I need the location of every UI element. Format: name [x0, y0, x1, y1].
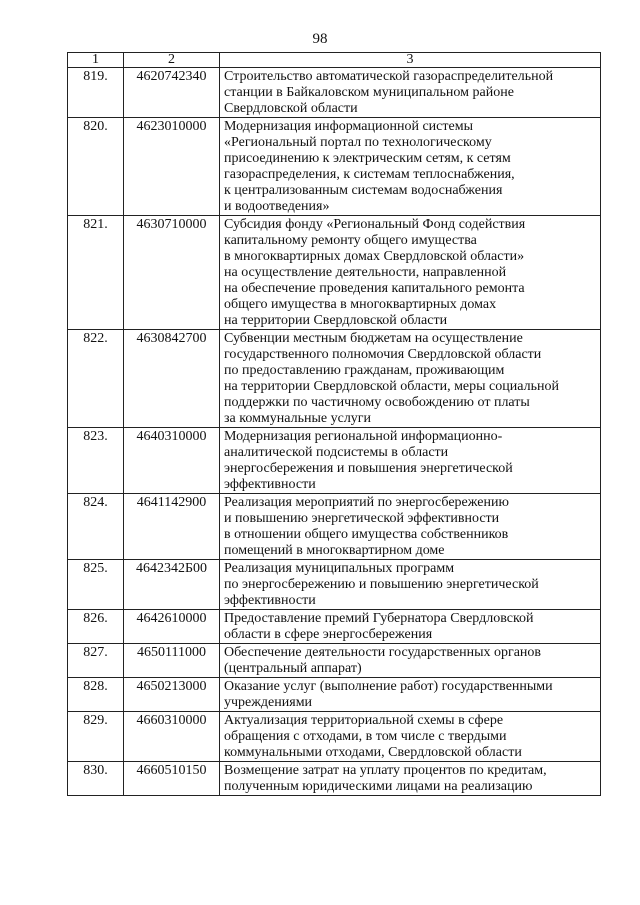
table-row: [68, 678, 601, 712]
row-number: 820.: [68, 118, 124, 216]
table-row: [68, 494, 601, 560]
row-description: Модернизация региональной информационно- аналитической подсистемы в области энергосбережения и повышения энергетической эффективности: [220, 428, 601, 494]
row-description: Оказание услуг (выполнение работ) государственными учреждениями: [220, 678, 601, 712]
table-row: [68, 644, 601, 678]
row-description: Модернизация информационной системы «Региональный портал по технологическому присоединению к электрическим сетям, к сетям газораспределения, к системам теплоснабжения, к централизованным системам водоснабжения и водоотведения»: [220, 118, 601, 216]
row-description: Возмещение затрат на уплату процентов по кредитам, полученным юридическими лицами на реализацию: [220, 762, 601, 796]
row-code: 4642342Б00: [124, 560, 220, 610]
row-description: Реализация муниципальных программ по энергосбережению и повышению энергетической эффективности: [220, 560, 601, 610]
table-row: [68, 68, 601, 118]
budget-table: [67, 52, 601, 796]
row-code: 4650111000: [124, 644, 220, 678]
table-row: [68, 712, 601, 762]
row-code: 4660510150: [124, 762, 220, 796]
row-code: 4630842700: [124, 330, 220, 428]
row-number: 819.: [68, 68, 124, 118]
row-number: 821.: [68, 216, 124, 330]
row-description: Предоставление премий Губернатора Свердловской области в сфере энергосбережения: [220, 610, 601, 644]
header-row: [68, 53, 601, 68]
table-row: [68, 118, 601, 216]
row-number: 826.: [68, 610, 124, 644]
row-code: 4620742340: [124, 68, 220, 118]
row-number: 830.: [68, 762, 124, 796]
page-number: 98: [312, 31, 328, 47]
row-code: 4630710000: [124, 216, 220, 330]
row-description: Реализация мероприятий по энергосбережению и повышению энергетической эффективности в отношении общего имущества собственников помещений в многоквартирном доме: [220, 494, 601, 560]
row-number: 822.: [68, 330, 124, 428]
table-row: [68, 610, 601, 644]
row-code: 4641142900: [124, 494, 220, 560]
table-row: [68, 216, 601, 330]
column-header-1: 1: [68, 53, 124, 68]
row-number: 827.: [68, 644, 124, 678]
table-row: [68, 330, 601, 428]
row-description: Строительство автоматической газораспределительной станции в Байкаловском муниципальном районе Свердловской области: [220, 68, 601, 118]
table-row: [68, 762, 601, 796]
row-code: 4650213000: [124, 678, 220, 712]
table-row: [68, 428, 601, 494]
row-code: 4640310000: [124, 428, 220, 494]
row-number: 825.: [68, 560, 124, 610]
row-number: 829.: [68, 712, 124, 762]
row-code: 4623010000: [124, 118, 220, 216]
row-number: 828.: [68, 678, 124, 712]
column-header-2: 2: [124, 53, 220, 68]
row-description: Субвенции местным бюджетам на осуществление государственного полномочия Свердловской области по предоставлению гражданам, проживающим на территории Свердловской области, меры социальной поддержки по частичному освобождению от платы за коммунальные услуги: [220, 330, 601, 428]
row-number: 823.: [68, 428, 124, 494]
row-description: Актуализация территориальной схемы в сфере обращения с отходами, в том числе с твердыми коммунальными отходами, Свердловской области: [220, 712, 601, 762]
column-header-3: 3: [220, 53, 601, 68]
row-description: Обеспечение деятельности государственных органов (центральный аппарат): [220, 644, 601, 678]
row-code: 4642610000: [124, 610, 220, 644]
row-number: 824.: [68, 494, 124, 560]
row-code: 4660310000: [124, 712, 220, 762]
row-description: Субсидия фонду «Региональный Фонд содействия капитальному ремонту общего имущества в многоквартирных домах Свердловской области» на осуществление деятельности, направленной на обеспечение проведения капитального ремонта общего имущества в многоквартирных домах на территории Свердловской области: [220, 216, 601, 330]
table-row: [68, 560, 601, 610]
